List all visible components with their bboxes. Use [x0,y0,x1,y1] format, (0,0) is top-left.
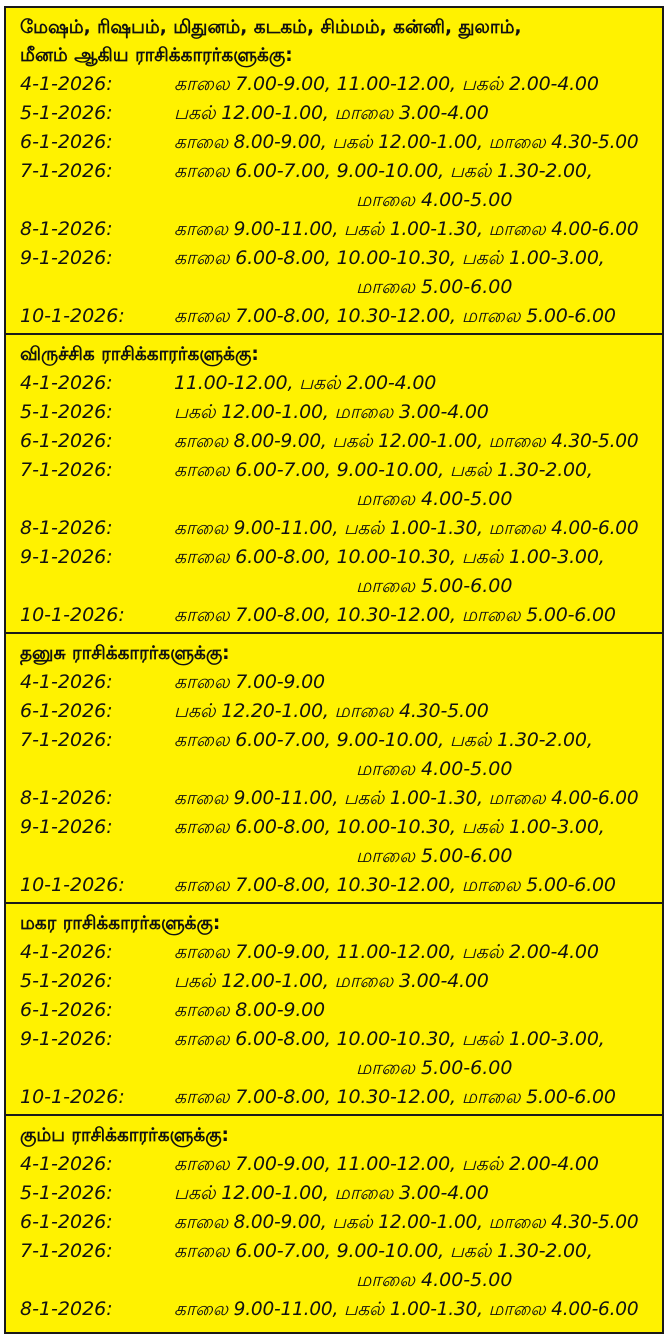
date-label: 9-1-2026: [20,247,113,269]
time-slots: காலை 6.00-8.00, 10.00-10.30, பகல் 1.00-3.00, [174,816,605,838]
timing-row [6,398,662,427]
timing-row [6,697,662,726]
timing-row [6,514,662,543]
date-label: 6-1-2026: [20,430,113,452]
time-slots: காலை 8.00-9.00, பகல் 12.00-1.00, மாலை 4.30-5.00 [174,1212,639,1233]
time-slots-continued: மாலை 5.00-6.00 [356,845,513,867]
timing-row [6,99,662,128]
time-slots: காலை 6.00-7.00, 9.00-10.00, பகல் 1.30-2.00, [174,160,593,182]
rasi-section [6,1116,662,1326]
time-slots: காலை 7.00-9.00, 11.00-12.00, பகல் 2.00-4.00 [174,73,599,95]
time-slots: காலை 7.00-9.00 [174,671,325,693]
date-label: 10-1-2026: [20,874,125,896]
time-slots: காலை 7.00-8.00, 10.30-12.00, மாலை 5.00-6.00 [174,1086,616,1108]
horoscope-timings-panel [4,6,664,1334]
time-slots: காலை 6.00-8.00, 10.00-10.30, பகல் 1.00-3.00, [174,546,605,568]
time-slots: காலை 9.00-11.00, பகல் 1.00-1.30, மாலை 4.00-6.00 [174,518,639,539]
date-label: 6-1-2026: [20,1211,113,1233]
time-slots-continued: மாலை 4.00-5.00 [356,488,513,510]
section-title: கும்ப ராசிக்காரர்களுக்கு: [20,1125,229,1146]
time-slots: காலை 6.00-7.00, 9.00-10.00, பகல் 1.30-2.00, [174,459,593,481]
timing-row [6,938,662,967]
time-slots: காலை 6.00-8.00, 10.00-10.30, பகல் 1.00-3.00, [174,1028,605,1050]
section-title: மேஷம், ரிஷபம், மிதுனம், கடகம், சிம்மம், கன்னி, துலாம், [20,17,522,38]
timing-row [6,1150,662,1179]
date-label: 6-1-2026: [20,131,113,153]
timing-row [6,244,662,273]
timing-row [6,543,662,572]
time-slots: பகல் 12.00-1.00, மாலை 3.00-4.00 [174,102,489,124]
timing-row [6,871,662,900]
date-label: 5-1-2026: [20,1182,113,1204]
rasi-section [6,8,662,335]
time-slots: பகல் 12.00-1.00, மாலை 3.00-4.00 [174,401,489,423]
section-title: தனுசு ராசிக்காரர்களுக்கு: [20,643,230,664]
time-slots: காலை 6.00-8.00, 10.00-10.30, பகல் 1.00-3.00, [174,247,605,269]
time-slots: காலை 7.00-9.00, 11.00-12.00, பகல் 2.00-4.00 [174,941,599,963]
timing-row [6,967,662,996]
date-label: 10-1-2026: [20,305,125,327]
timing-row [6,157,662,186]
time-slots: காலை 8.00-9.00 [174,999,325,1021]
timing-row [6,302,662,331]
timing-row [6,128,662,157]
date-label: 7-1-2026: [20,160,113,182]
date-label: 9-1-2026: [20,1028,113,1050]
timing-row [6,70,662,99]
time-slots: காலை 9.00-11.00, பகல் 1.00-1.30, மாலை 4.00-6.00 [174,1299,639,1320]
section-title: மகர ராசிக்காரர்களுக்கு: [20,913,221,934]
timing-row [6,427,662,456]
time-slots: பகல் 12.20-1.00, மாலை 4.30-5.00 [174,700,489,722]
rasi-section [6,634,662,904]
date-label: 10-1-2026: [20,1086,125,1108]
date-label: 8-1-2026: [20,787,113,809]
date-label: 9-1-2026: [20,816,113,838]
date-label: 4-1-2026: [20,73,113,95]
timing-row [6,813,662,842]
time-slots: காலை 8.00-9.00, பகல் 12.00-1.00, மாலை 4.30-5.00 [174,431,639,452]
time-slots-continued: மாலை 5.00-6.00 [356,575,513,597]
time-slots: காலை 9.00-11.00, பகல் 1.00-1.30, மாலை 4.00-6.00 [174,788,639,809]
date-label: 8-1-2026: [20,1298,113,1320]
rasi-section [6,904,662,1116]
timing-row [6,456,662,485]
time-slots: பகல் 12.00-1.00, மாலை 3.00-4.00 [174,1182,489,1204]
date-label: 8-1-2026: [20,517,113,539]
date-label: 5-1-2026: [20,102,113,124]
time-slots: காலை 7.00-8.00, 10.30-12.00, மாலை 5.00-6.00 [174,604,616,626]
timing-row [6,668,662,697]
timing-row [6,601,662,630]
time-slots: காலை 9.00-11.00, பகல் 1.00-1.30, மாலை 4.00-6.00 [174,219,639,240]
timing-row [6,726,662,755]
date-label: 5-1-2026: [20,401,113,423]
date-label: 7-1-2026: [20,729,113,751]
date-label: 4-1-2026: [20,1153,113,1175]
time-slots: காலை 6.00-7.00, 9.00-10.00, பகல் 1.30-2.00, [174,729,593,751]
time-slots-continued: மாலை 5.00-6.00 [356,1057,513,1079]
date-label: 6-1-2026: [20,700,113,722]
timing-row [6,1208,662,1237]
time-slots-continued: மாலை 4.00-5.00 [356,1269,513,1291]
date-label: 9-1-2026: [20,546,113,568]
time-slots: காலை 7.00-8.00, 10.30-12.00, மாலை 5.00-6.00 [174,874,616,896]
timing-row [6,1237,662,1266]
date-label: 5-1-2026: [20,970,113,992]
date-label: 7-1-2026: [20,1240,113,1262]
timing-row [6,1179,662,1208]
rasi-section [6,335,662,634]
section-title: விருச்சிக ராசிக்காரர்களுக்கு: [20,344,259,365]
timing-row [6,369,662,398]
timing-row [6,1295,662,1324]
time-slots-continued: மாலை 5.00-6.00 [356,276,513,298]
section-title-line2: மீனம் ஆகிய ராசிக்காரர்களுக்கு: [20,45,293,66]
timing-row [6,215,662,244]
date-label: 4-1-2026: [20,372,113,394]
timing-row [6,1025,662,1054]
time-slots: காலை 6.00-7.00, 9.00-10.00, பகல் 1.30-2.00, [174,1240,593,1262]
time-slots: காலை 7.00-8.00, 10.30-12.00, மாலை 5.00-6.00 [174,305,616,327]
date-label: 6-1-2026: [20,999,113,1021]
time-slots: பகல் 12.00-1.00, மாலை 3.00-4.00 [174,970,489,992]
timing-row [6,996,662,1025]
date-label: 7-1-2026: [20,459,113,481]
date-label: 4-1-2026: [20,941,113,963]
time-slots-continued: மாலை 4.00-5.00 [356,189,513,211]
time-slots: காலை 7.00-9.00, 11.00-12.00, பகல் 2.00-4.00 [174,1153,599,1175]
time-slots: காலை 8.00-9.00, பகல் 12.00-1.00, மாலை 4.30-5.00 [174,132,639,153]
timing-row [6,784,662,813]
time-slots-continued: மாலை 4.00-5.00 [356,758,513,780]
timing-row [6,1083,662,1112]
time-slots: 11.00-12.00, பகல் 2.00-4.00 [174,372,437,394]
date-label: 4-1-2026: [20,671,113,693]
date-label: 10-1-2026: [20,604,125,626]
date-label: 8-1-2026: [20,218,113,240]
